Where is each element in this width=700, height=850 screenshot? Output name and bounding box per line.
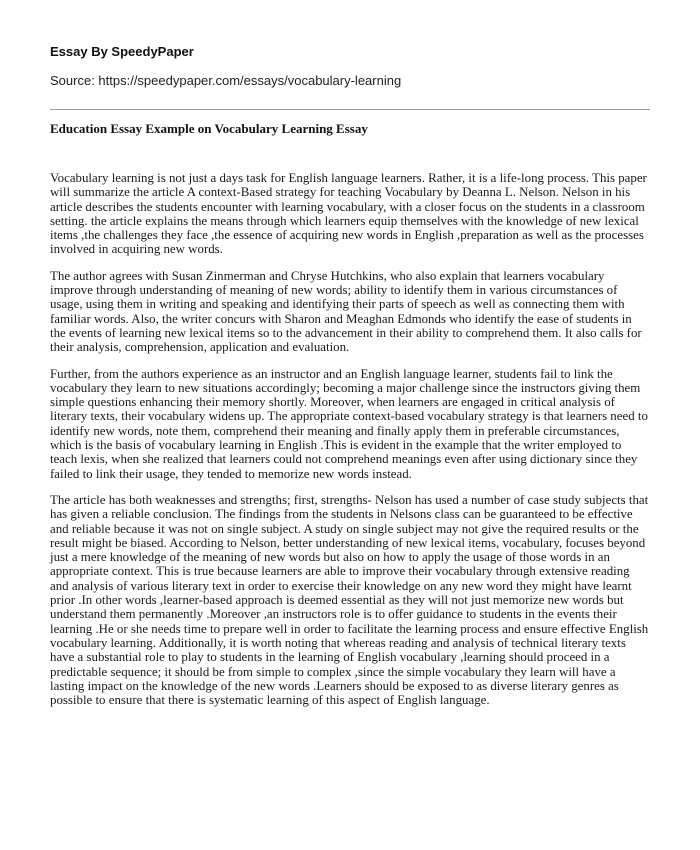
paragraph: The author agrees with Susan Zinmerman and Chryse Hutchkins, who also explain that learners vocabulary improve through understanding of meaning of new words; ability to identify them in various circumstances of usage, using them in writing and speaking and identifying their parts of speech as well as connecting them with familiar words. Also, the writer concurs with Sharon and Meaghan Edmonds who identify the ease of students in the events of learning new lexical items so to the advancement in their ability to comprehend them. It also calls for their analysis, comprehension, application and evaluation. bbox=[50, 268, 642, 355]
essay-body bbox=[50, 171, 650, 719]
essay-title: Education Essay Example on Vocabulary Learning Essay bbox=[50, 121, 368, 136]
paragraph: Further, from the authors experience as an instructor and an English language learner, students fail to link the vocabulary they learn to new situations accordingly; becoming a major challenge since the instructors giving them simple questions enhancing their memory shortly. Moreover, when learners are engaged in critical analysis of literary texts, their vocabulary widens up. The appropriate context-based vocabulary strategy is that learners need to identify new words, note them, comprehend their meaning and finally apply them in preferable circumstances, which is the basis of vocabulary learning in English .This is evident in the example that the writer employed to teach lexis, when she realized that learners could not comprehend meanings even after using dictionary since they failed to link their usage, they tended to memorize new words instead. bbox=[50, 366, 648, 481]
paragraph: Vocabulary learning is not just a days task for English language learners. Rather, it is a life-long process. This paper will summarize the article A context-Based strategy for teaching Vocabulary by Deanna L. Nelson. Nelson in his article describes the students encounter with learning vocabulary, with a closer focus on the students in a classroom setting. the article explains the means through which learners equip themselves with the knowledge of new lexical items ,the challenges they face ,the essence of acquiring new words in English ,preparation as well as the processes involved in acquiring new words. bbox=[50, 171, 647, 257]
document-header-title: Essay By SpeedyPaper bbox=[50, 44, 194, 59]
header-divider bbox=[50, 109, 650, 110]
paragraph: The article has both weaknesses and strengths; first, strengths- Nelson has used a number of case study subjects that has given a reliable conclusion. The findings from the students in Nelsons class can be guaranteed to be effective and reliable because it was not on single subject. A study on single subject may not give the required results or the result might be biased. According to Nelson, better understanding of new lexical items, vocabulary, focuses beyond just a mere knowledge of the meaning of new words but also on how to apply the usage of those words in an appropriate context. This is true because learners are able to improve their vocabulary through extensive reading and analysis of various literary text in order to exercise their knowledge on any new word they might have learnt prior .In other words ,learner-based approach is deemed essential as they will not just memorize new words but understand them permanently .Moreover ,an instructors role is to offer guidance to students in the events their learning .He or she needs time to prepare well in order to facilitate the learning process and ensure effective English vocabulary learning. Additionally, it is worth noting that whereas reading and analysis of technical literary texts have a substantial role to play to students in the learning of English vocabulary ,learning should proceed in a predictable sequence; it should be from simple to complex ,since the simple vocabulary they learn will have a lasting impact on the knowledge of the new words .Learners should be exposed to as diverse literary genres as possible to ensure that there is systematic learning of this aspect of English language. bbox=[50, 492, 649, 708]
source-line: Source: https://speedypaper.com/essays/vocabulary-learning bbox=[50, 73, 402, 88]
